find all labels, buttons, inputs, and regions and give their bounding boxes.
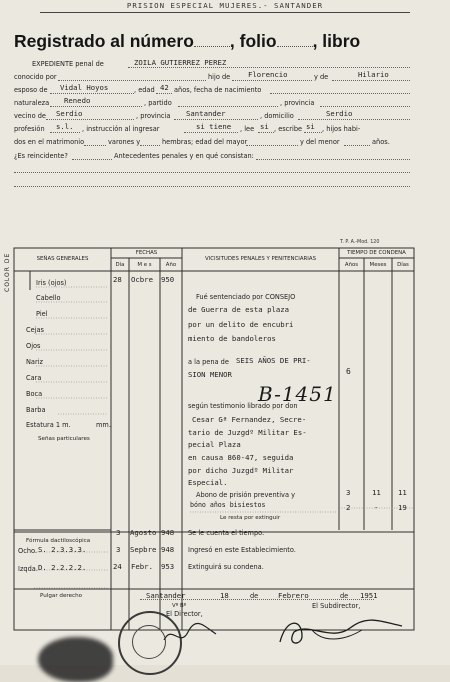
expediente-label: EXPEDIENTE penal de: [32, 60, 104, 68]
years-value: 6: [346, 367, 351, 376]
ano-header: Año: [165, 262, 177, 268]
dias-header: Días: [397, 262, 409, 268]
sign-iris: Iris (ojos): [36, 279, 67, 287]
sign-cara: Cara: [26, 374, 42, 382]
subdirector-signature: [272, 612, 412, 652]
province: Santander: [186, 109, 226, 118]
event2-mes: Sepbre: [130, 545, 157, 554]
footer-day: 18: [220, 591, 229, 600]
residence: Serdio: [56, 109, 83, 118]
menor-label: y del menor: [300, 138, 340, 146]
edad-label: , edad: [134, 86, 155, 94]
event1-mes: Agosto: [130, 528, 157, 537]
meses-header: Meses: [369, 262, 387, 268]
footer-city: Santander: [146, 591, 186, 600]
date1-ano: 950: [161, 275, 175, 284]
event3-dia: 24: [113, 562, 122, 571]
event3-text: Extinguirá su condena.: [188, 563, 264, 571]
folio-label: , folio: [229, 31, 277, 51]
sign-piel: Piel: [36, 310, 48, 318]
varones-label: varones y: [108, 138, 141, 146]
footer-de1: de: [250, 592, 259, 600]
esposo-label: esposo de: [14, 86, 48, 94]
age: 42: [160, 83, 169, 92]
footer-year: 1951: [360, 591, 378, 600]
vecino-label: vecino de: [14, 112, 46, 120]
date1-dia: 28: [113, 275, 122, 284]
fechas-header: FECHAS: [135, 250, 158, 256]
provincia2-label: , provincia: [136, 112, 171, 120]
sentence-line-2: de Guerra de esta plaza: [188, 305, 290, 314]
testimonio-line-5: en causa 860-47, seguida: [188, 453, 294, 462]
event2-dia: 3: [116, 545, 121, 554]
mes-header: M e s: [137, 262, 152, 268]
registrado-label: Registrado al número: [14, 31, 194, 51]
abono-line-2: bóno años bisiestos: [190, 501, 266, 509]
spouse-name: Vidal Hoyos: [60, 83, 109, 92]
naturaleza-label: naturaleza: [14, 99, 50, 107]
hijos-label: , hijos habi-: [322, 125, 361, 133]
pena-value-2: SION MENOR: [188, 370, 232, 379]
testimonio-line-4: pecial Plaza: [188, 440, 241, 449]
instruction: si tiene: [196, 122, 232, 131]
event1-text: Se le cuenta el tiempo.: [188, 529, 265, 537]
testimonio-line-6: por dicho Juzgdº Militar: [188, 466, 294, 475]
ocho-value: S. 2.3.3.3.: [38, 545, 87, 554]
abono-dias: 11: [398, 488, 407, 497]
address: Serdio: [326, 109, 353, 118]
formula-label: Fórmula dactiloscópica: [26, 538, 91, 544]
estatura-mm: mm.: [96, 421, 111, 429]
thumbprint-image: [38, 637, 113, 682]
sign-nariz: Nariz: [26, 358, 43, 366]
hembras-label: hembras; edad del mayor: [162, 138, 248, 146]
vb-label: Vº Bº: [172, 603, 187, 609]
father-name: Florencio: [248, 70, 288, 79]
footer-month: Febrero: [278, 591, 309, 600]
date1-mes: Ocbre: [131, 275, 153, 284]
testimonio-line-7: Especial.: [188, 478, 228, 487]
anos-header: Años: [344, 262, 359, 268]
y-de-label: y de: [314, 73, 329, 81]
subdirector-label: El Subdirector,: [312, 602, 361, 610]
director-signature: [160, 620, 220, 650]
sign-ojos: Ojos: [26, 342, 41, 350]
hijo-label: hijo de: [208, 73, 231, 81]
sign-estatura: Estatura 1 m.: [26, 421, 71, 429]
matrimonio-label: dos en el matrimonio: [14, 138, 85, 146]
sign-cabello: Cabello: [36, 294, 61, 302]
escribe-label: , escribe: [274, 125, 303, 133]
provincia-label: , provincia: [280, 99, 315, 107]
anos-fecha-label: años, fecha de nacimiento: [174, 86, 262, 94]
vicisitudes-header: VICISITUDES PENALES Y PENITENCIARIAS: [205, 256, 316, 262]
sign-barba: Barba: [26, 406, 46, 414]
ocho-label: Ocho.: [18, 547, 38, 555]
footer-de2: de: [340, 592, 349, 600]
lee-label: , lee: [240, 125, 255, 133]
pena-value: SEIS AÑOS DE PRI-: [236, 356, 311, 365]
abono-anos: 3: [346, 488, 351, 497]
sentence-line-3: por un delito de encubri: [188, 320, 294, 329]
inmate-name: ZOILA GUTIERREZ PEREZ: [134, 58, 227, 67]
anos-label: años.: [372, 138, 390, 146]
form-code: T. P. A.-Mod. 120: [340, 240, 380, 245]
sign-particulares: Señas particulares: [38, 436, 90, 442]
dia-header: Día: [115, 262, 125, 268]
pulgar-label: Pulgar derecho: [40, 593, 83, 599]
sentence-line-1: Fué sentenciado por CONSEJO: [196, 293, 296, 301]
izqda-label: Izqda.: [18, 565, 38, 573]
testimonio-line-3: tario de Juzgdº Militar Es-: [188, 428, 307, 437]
mother-name: Hilario: [358, 70, 389, 79]
reads: si: [260, 122, 269, 131]
tiempo-header: TIEMPO DE CONDENA: [347, 250, 406, 256]
testimonio-line-2: Cesar Gª Fernandez, Secre-: [192, 415, 307, 424]
writes: si: [306, 122, 315, 131]
testimonio-line-1: según testimonio librado por don: [188, 402, 298, 410]
resta-label: Le resta por extinguir: [220, 515, 281, 521]
domicilio-label: , domicilio: [260, 112, 294, 120]
sign-cejas: Cejas: [26, 326, 44, 334]
resta-meses: -: [374, 503, 379, 512]
libro-label: , libro: [312, 31, 361, 51]
event2-ano: 948: [161, 545, 175, 554]
conocido-label: conocido por: [14, 73, 57, 81]
director-label: El Director,: [166, 610, 203, 618]
resta-anos: 2: [346, 503, 351, 512]
profession: s.l.: [56, 122, 74, 131]
event1-ano: 948: [161, 528, 175, 537]
profesion-label: profesión: [14, 125, 45, 133]
pena-label: a la pena de: [188, 358, 229, 366]
abono-line: Abono de prisión preventiva y: [196, 491, 295, 499]
event2-text: Ingresó en este Establecimiento.: [188, 546, 296, 554]
signs-header: SEÑAS GENERALES: [36, 256, 89, 262]
antecedentes-label: Antecedentes penales y en qué consistan:: [114, 152, 254, 160]
birthplace: Renedo: [64, 96, 91, 105]
abono-meses: 11: [372, 488, 381, 497]
event3-mes: Febr.: [131, 562, 153, 571]
izqda-value: D. 2.2.2.2.: [38, 563, 87, 572]
event3-ano: 953: [161, 562, 175, 571]
stamp-code: B-1451: [258, 382, 337, 406]
institution-header: PRISION ESPECIAL MUJERES.- SANTANDER: [40, 0, 410, 13]
reincidente-label: ¿Es reincidente?: [14, 152, 68, 160]
event1-dia: 3: [116, 528, 121, 537]
partido-label: , partido: [144, 99, 172, 107]
color-label: COLOR DE: [4, 252, 11, 292]
sentence-line-4: miento de bandoleros: [188, 334, 276, 343]
sign-boca: Boca: [26, 390, 43, 398]
resta-dias: 19: [398, 503, 407, 512]
instruccion-label: , instrucción al ingresar: [82, 125, 160, 133]
